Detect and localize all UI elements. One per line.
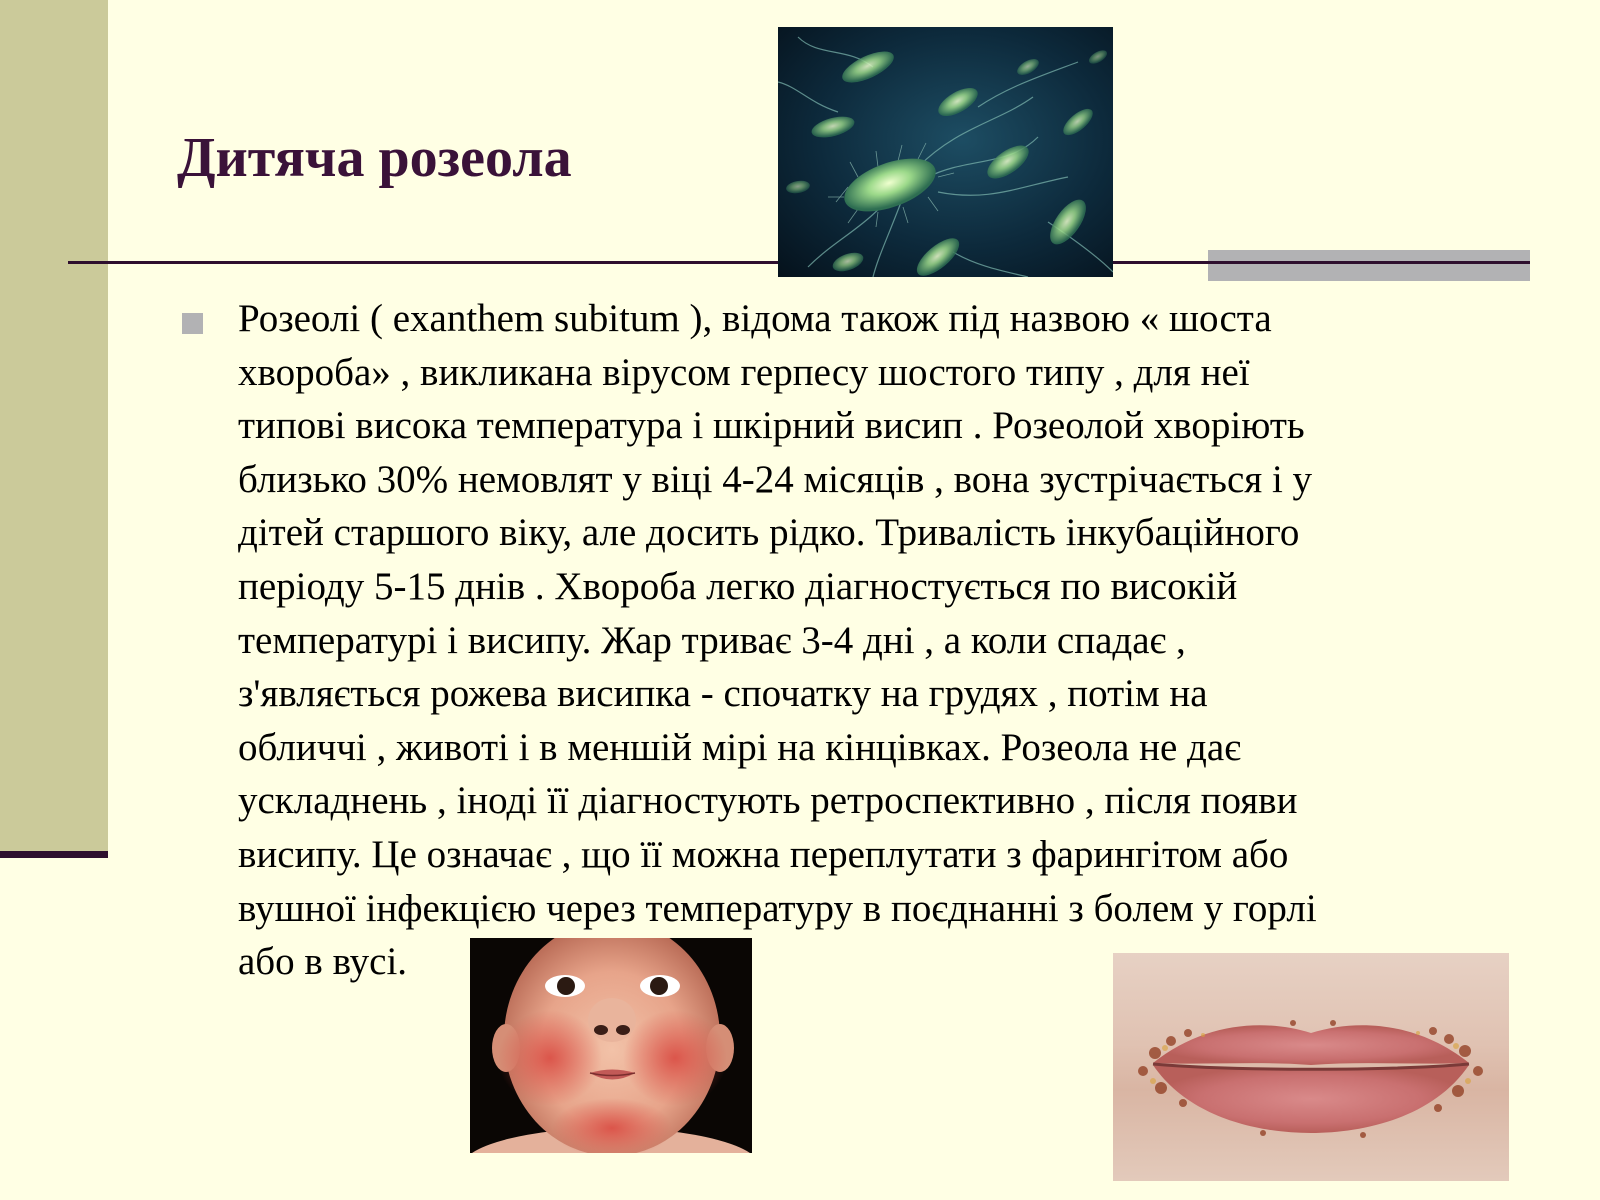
slide-title: Дитяча розеола (177, 127, 572, 189)
baby-face-image (470, 938, 752, 1153)
body-paragraph: Розеолі ( exanthem subitum ), відома також під назвою « шоста хвороба» , викликана вірусом герпесу шостого типу , для неї типові висока температура і шкірний висип . Розеолой хворіють близько 30% немовлят у віці 4-24 місяців , вона зустрічається і у дітей старшого віку, але досить рідко. Тривалість інкубаційного періоду 5-15 днів . Хвороба легко діагностується по високій температурі і висипу. Жар триває 3-4 дні , а коли спадає , з'являється рожева висипка - спочатку на грудях , потім на обличчі , животі і в меншій мірі на кінцівках. Розеола не дає ускладнень , іноді її діагностують ретроспективно , після появи висипу. Це означає , що її можна переплутати з фарингітом або вушної інфекцією через температуру в поєднанні з болем у горлі або в вусі. (238, 297, 1317, 984)
header-gray-accent-line (1208, 261, 1530, 264)
header-gray-accent (1208, 250, 1530, 281)
bullet-marker (182, 313, 203, 334)
left-decorative-bar (0, 0, 108, 857)
lips-rash-image (1113, 953, 1509, 1181)
left-bar-accent-line (0, 851, 108, 858)
bacteria-image (778, 27, 1113, 277)
